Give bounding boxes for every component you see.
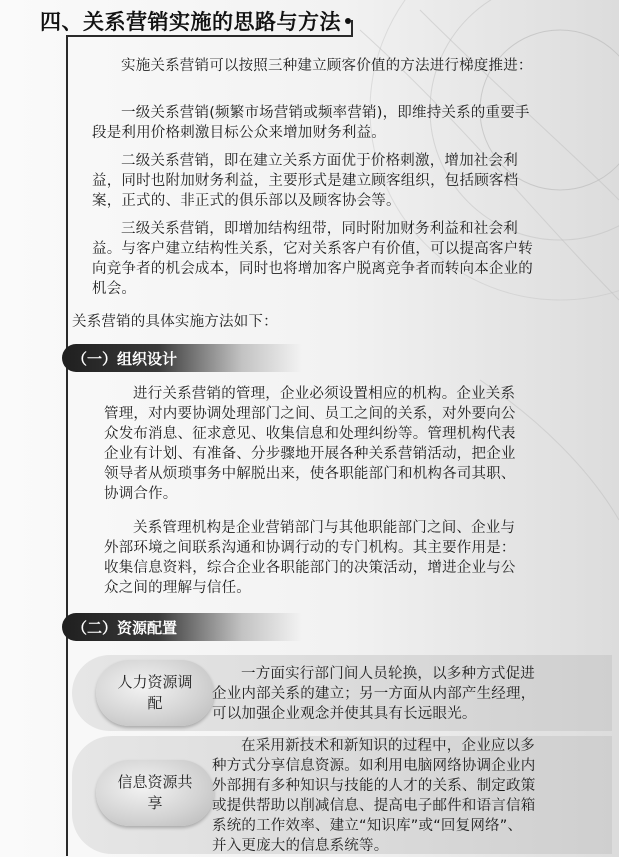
section-header-resource-allocation: [62, 613, 302, 641]
org-design-paragraph-2: 关系管理机构是企业营销部门与其他职能部门之间、企业与外部环境之间联系沟通和协调行动的专门机构。其主要作用是：收集信息资料，综合企业各职能部门的决策活动，增进企业与公众之间的理解与信任。: [104, 520, 516, 596]
info-label: 信息资源共享: [117, 773, 193, 812]
info-label-pill: [96, 760, 214, 826]
page-title: 四、关系营销实施的思路与方法: [40, 9, 341, 34]
left-vertical-rule: [66, 36, 68, 856]
level-3-paragraph: 三级关系营销，即增加结构纽带，同时附加财务利益和社会利益。与客户建立结构性关系，它对关系客户有价值，可以提高客户转向竞争者的机会成本，同时也将增加客户脱离竞争者而转向本企业的机会。: [92, 221, 533, 297]
hr-label-pill: [96, 660, 214, 726]
methods-intro: 关系营销的具体实施方法如下：: [72, 314, 278, 330]
org-design-paragraph-1: 进行关系营销的管理，企业必须设置相应的机构。企业关系管理，对内要协调处理部门之间、员工之间的关系，对外要向公众发布消息、征求意见、收集信息和处理纠纷等。管理机构代表企业有计划、有准备、分步骤地开展各种关系营销活动，把企业领导者从烦琐事务中解脱出来，使各职能部门和机构各司其职、协调合作。: [104, 386, 516, 502]
info-text: 在采用新技术和新知识的过程中，企业应以多种方式分享信息资源。如利用电脑网络协调企业内外部拥有多种知识与技能的人才的关系、制定政策或提供帮助以削减信息、提高电子邮件和语言信箱系统的工作效率、建立“知识库”或“回复网络”、并入更庞大的信息系统等。: [212, 738, 536, 854]
title-underline-cap: [351, 20, 353, 37]
section-header-label: （一）组织设计: [72, 349, 178, 368]
section-header-label: （二）资源配置: [72, 618, 178, 637]
title-bar: [40, 6, 351, 36]
hr-label: 人力资源调配: [117, 673, 193, 712]
hr-text: 一方面实行部门间人员轮换，以多种方式促进企业内部关系的建立；另一方面从内部产生经理，可以加强企业观念并使其具有长远眼光。: [212, 666, 536, 722]
intro-paragraph: 实施关系营销可以按照三种建立顾客价值的方法进行梯度推进：: [121, 58, 533, 74]
level-1-paragraph: 一级关系营销(频繁市场营销或频率营销)，即维持关系的重要手段是利用价格刺激目标公众来增加财务利益。: [92, 105, 530, 141]
level-2-paragraph: 二级关系营销，即在建立关系方面优于价格刺激，增加社会利益，同时也附加财务利益，主要形式是建立顾客组织，包括顾客档案，正式的、非正式的俱乐部以及顾客协会等。: [92, 153, 519, 209]
title-dot-icon: [345, 18, 351, 24]
section-header-org-design: [62, 344, 302, 372]
